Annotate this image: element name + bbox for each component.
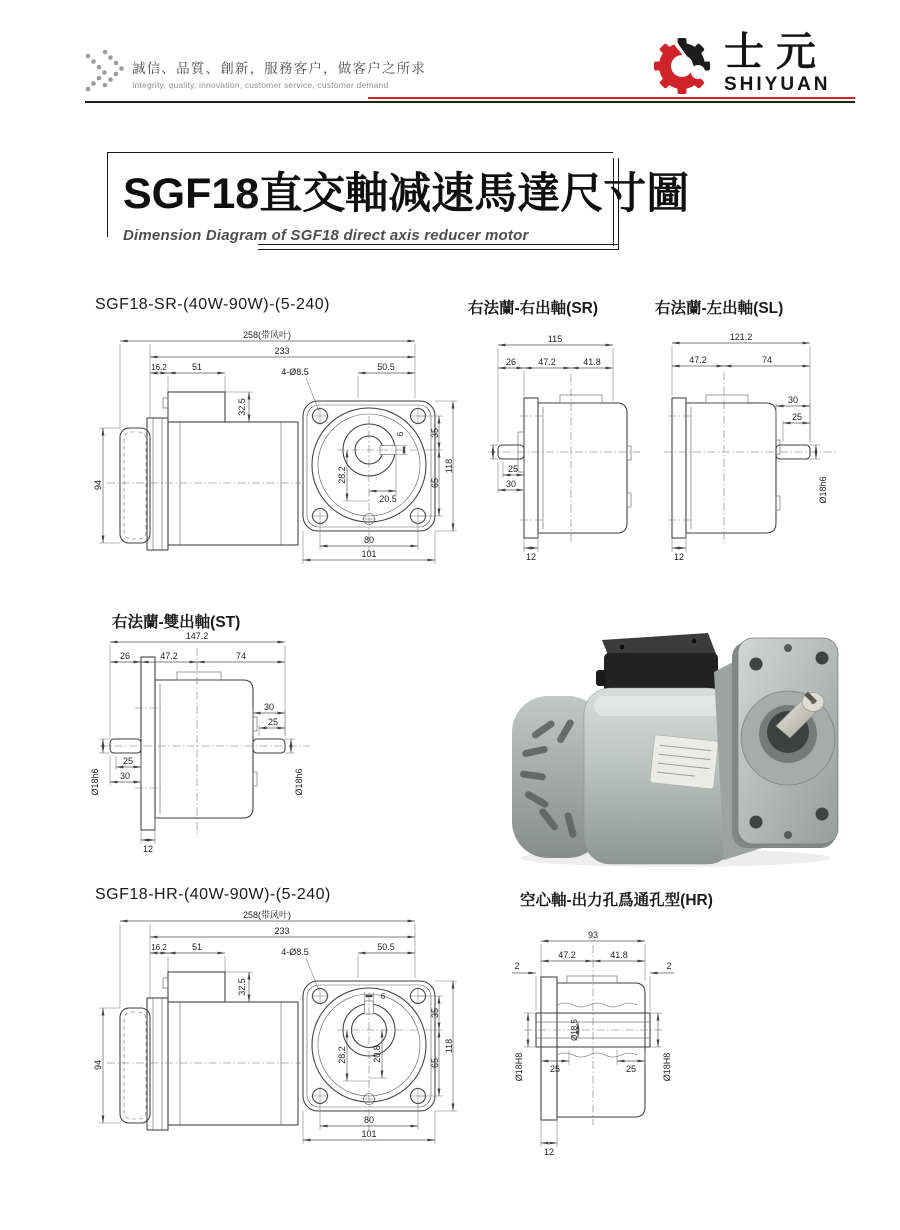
dim-label: 25 <box>549 1064 561 1074</box>
dim-label: 47.2 <box>160 651 178 661</box>
dim-label: 35 <box>430 427 440 439</box>
dim-label: 41.8 <box>583 357 601 367</box>
gear-logo-icon <box>650 34 714 98</box>
dim-label: 101 <box>361 1129 377 1139</box>
dim-label: 12 <box>673 552 685 562</box>
dim-label: 26 <box>119 651 131 661</box>
dim-label: 28.2 <box>337 466 347 484</box>
label-st-view: 右法蘭-雙出軸(ST) <box>112 614 241 631</box>
dim-label: 30 <box>263 702 275 712</box>
dim-label: 121.2 <box>729 332 753 342</box>
drawing-hr-main <box>85 908 465 1170</box>
slogan-en: Integrity, quality, innovation, customer service, customer demand <box>132 80 389 90</box>
dim-label: 16.2 <box>151 363 167 372</box>
dim-label: 101 <box>361 549 377 559</box>
dim-label: Ø18H8 <box>514 1052 524 1082</box>
dim-label: 258(带风叶) <box>242 330 292 340</box>
dim-label: 118 <box>444 458 454 474</box>
drawing-st-view <box>85 612 345 867</box>
dim-label: 25 <box>267 717 279 727</box>
drawing-sr-view <box>450 328 650 580</box>
dim-label: 4-Ø8.5 <box>281 947 309 957</box>
dim-label: Ø18h6 <box>90 768 100 796</box>
label-sl-view: 右法蘭-左出軸(SL) <box>655 300 784 317</box>
dim-label: 12 <box>543 1147 555 1157</box>
dim-label: 233 <box>274 346 290 356</box>
dim-label: 12 <box>142 844 154 854</box>
dim-label: 47.2 <box>558 950 576 960</box>
dim-label: 25 <box>625 1064 637 1074</box>
page-title <box>123 160 689 244</box>
dim-label: 93 <box>587 930 599 940</box>
header-slogan <box>132 57 426 90</box>
dim-label: 25 <box>791 412 803 422</box>
dim-label: 30 <box>505 479 517 489</box>
dim-label: 94 <box>93 479 103 491</box>
label-hr-main: SGF18-HR-(40W-90W)-(5-240) <box>95 886 331 903</box>
dim-label: 26 <box>505 357 517 367</box>
dim-label: Ø18h6 <box>294 768 304 796</box>
dim-label: 12 <box>525 552 537 562</box>
dim-label: 32.5 <box>237 978 247 996</box>
gearbox-flange <box>714 638 838 860</box>
dim-label: 35 <box>430 1007 440 1019</box>
slogan-zh: 誠信、品質、創新，服務客户，做客户之所求 <box>132 61 426 76</box>
dim-label: 74 <box>761 355 773 365</box>
dim-label: 258(带风叶) <box>242 910 292 920</box>
dim-label: 233 <box>274 926 290 936</box>
dim-label: Ø18.5 <box>570 1019 579 1041</box>
dim-label: 28.2 <box>337 1046 347 1064</box>
dim-label: 50.5 <box>377 362 395 372</box>
motor-body <box>584 688 734 864</box>
title-block <box>105 148 690 258</box>
dim-label: 25 <box>507 464 519 474</box>
dim-label: 25 <box>122 756 134 766</box>
drawing-sr-main <box>85 328 465 590</box>
dim-label: 2 <box>514 961 520 971</box>
title-frame-b <box>258 244 618 250</box>
title-en: Dimension Diagram of SGF18 direct axis reducer motor <box>123 227 529 244</box>
dim-label: Ø18h6 <box>818 476 828 504</box>
dim-label: 2 <box>666 961 672 971</box>
drawing-sl-view <box>640 328 852 580</box>
dim-label: 74 <box>235 651 247 661</box>
dim-label: 50.5 <box>377 942 395 952</box>
label-sr-view: 右法蘭-右出軸(SR) <box>468 300 599 317</box>
dim-label: 6 <box>380 992 386 1001</box>
brand-en: SHIYUAN <box>724 74 831 95</box>
dim-label: 147.2 <box>185 631 209 641</box>
nameplate <box>650 735 719 789</box>
dim-label: 47.2 <box>689 355 707 365</box>
brand-text <box>724 32 831 96</box>
dim-label: 65 <box>430 1057 440 1069</box>
header-rule-black <box>85 101 855 103</box>
dim-label: 80 <box>363 535 375 545</box>
title-zh: SGF18直交軸减速馬達尺寸圖 <box>123 170 690 218</box>
dim-label: 16.2 <box>151 943 167 952</box>
dim-label: 115 <box>547 334 563 344</box>
dim-label: 47.2 <box>538 357 556 367</box>
dim-label: 94 <box>93 1059 103 1071</box>
product-photo <box>500 608 840 870</box>
dim-label: 30 <box>119 771 131 781</box>
dim-label: 80 <box>363 1115 375 1125</box>
dim-label: 20.8 <box>372 1045 382 1063</box>
dim-label: 51 <box>191 942 203 952</box>
dim-label: 6 <box>396 431 405 437</box>
dim-label: 41.8 <box>610 950 628 960</box>
label-hr-view: 空心軸-出力孔爲通孔型(HR) <box>520 892 713 909</box>
dim-label: 118 <box>444 1038 454 1054</box>
brand-logo <box>650 30 860 98</box>
header-chevron-icon <box>84 48 130 104</box>
label-sr-main: SGF18-SR-(40W-90W)-(5-240) <box>95 296 330 313</box>
dim-label: 32.5 <box>237 398 247 416</box>
dim-label: 20.5 <box>379 494 397 504</box>
drawing-hr-view <box>490 905 750 1197</box>
brand-zh: 士元 <box>724 30 828 74</box>
dim-label: Ø18H8 <box>662 1052 672 1082</box>
dim-label: 65 <box>430 477 440 489</box>
dim-label: 4-Ø8.5 <box>281 367 309 377</box>
dim-label: 51 <box>191 362 203 372</box>
dim-label: 30 <box>787 395 799 405</box>
